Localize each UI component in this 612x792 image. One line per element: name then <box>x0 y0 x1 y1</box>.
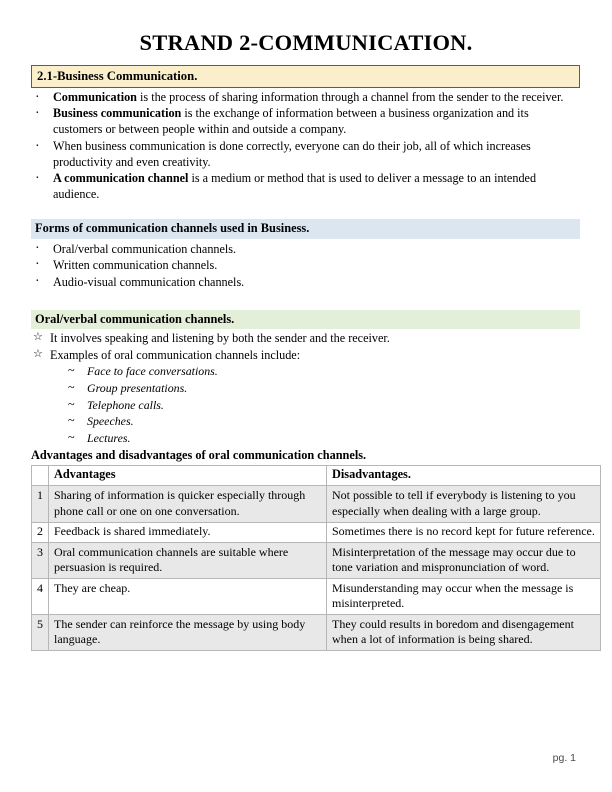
advantages-disadvantages-table <box>31 465 601 652</box>
page-title: STRAND 2-COMMUNICATION. <box>139 30 473 55</box>
section-heading-forms-of-channels: Forms of communication channels used in Business. <box>31 219 580 239</box>
cell-disadvantage: Sometimes there is no record kept for future reference. <box>327 522 601 543</box>
list-item: · Written communication channels. <box>31 257 578 273</box>
cell-number: 2 <box>32 522 49 543</box>
cell-advantage: The sender can reinforce the message by using body language. <box>49 615 327 651</box>
table-row <box>32 615 601 651</box>
bullet-lead-term: Communication <box>53 90 137 105</box>
bullet-text: When business communication is done correctly, everyone can do their job, all of which increases productivity and even creativity. <box>53 138 531 169</box>
table-row <box>32 543 601 579</box>
list-item: ~ Face to face conversations. <box>68 363 578 380</box>
oral-channel-examples <box>0 363 612 446</box>
cell-disadvantage: They could results in boredom and disengagement when a lot of information is being shared. <box>327 615 601 651</box>
cell-advantage: Oral communication channels are suitable where persuasion is required. <box>49 543 327 579</box>
list-item <box>31 139 578 171</box>
cell-disadvantage: Not possible to tell if everybody is listening to you especially when dealing with a large group. <box>327 486 601 522</box>
bullet-text: is the process of sharing information through a channel from the sender to the receiver. <box>136 90 564 105</box>
table-row <box>32 486 601 522</box>
table-row <box>32 522 601 543</box>
bullet-text: is a medium or method that is used to deliver a message to an intended audience. <box>53 170 537 201</box>
column-header-disadvantages: Disadvantages. <box>327 465 601 486</box>
forms-of-channels-list <box>0 241 612 291</box>
page-footer: pg. 1 <box>552 752 576 764</box>
list-item: ☆ Examples of oral communication channels include: <box>31 347 578 364</box>
section-heading-oral-verbal-channels: Oral/verbal communication channels. <box>31 310 580 330</box>
list-item: ~ Speeches. <box>68 413 578 430</box>
list-item: ☆ It involves speaking and listening by both the sender and the receiver. <box>31 330 578 347</box>
bullet-text: is the exchange of information between a business organization and its customers or between people within and outside a company. <box>53 106 529 137</box>
oral-verbal-star-points <box>0 330 612 363</box>
list-item: ~ Group presentations. <box>68 380 578 397</box>
column-header-advantages: Advantages <box>49 465 327 486</box>
table-header-row <box>32 465 601 486</box>
table-caption: Advantages and disadvantages of oral communication channels. <box>31 448 367 463</box>
list-item <box>31 106 578 138</box>
list-item: ~ Lectures. <box>68 430 578 447</box>
list-item: · Audio-visual communication channels. <box>31 274 578 290</box>
list-item <box>31 171 578 203</box>
cell-advantage: Feedback is shared immediately. <box>49 522 327 543</box>
cell-number: 4 <box>32 579 49 615</box>
cell-number: 5 <box>32 615 49 651</box>
cell-advantage: They are cheap. <box>49 579 327 615</box>
column-header-number <box>32 465 49 486</box>
bullet-lead-term: A communication channel <box>53 170 189 185</box>
table-row <box>32 579 601 615</box>
bullet-lead-term: Business communication <box>53 106 182 121</box>
cell-number: 3 <box>32 543 49 579</box>
section-heading-business-communication: 2.1-Business Communication. <box>31 65 580 88</box>
cell-disadvantage: Misunderstanding may occur when the message is misinterpreted. <box>327 579 601 615</box>
list-item: · Oral/verbal communication channels. <box>31 241 578 257</box>
cell-disadvantage: Misinterpretation of the message may occur due to tone variation and mispronunciation of word. <box>327 543 601 579</box>
list-item: ~ Telephone calls. <box>68 397 578 414</box>
business-communication-bullets <box>0 90 612 203</box>
list-item <box>31 90 578 106</box>
cell-advantage: Sharing of information is quicker especially through phone call or one on one conversation. <box>49 486 327 522</box>
cell-number: 1 <box>32 486 49 522</box>
